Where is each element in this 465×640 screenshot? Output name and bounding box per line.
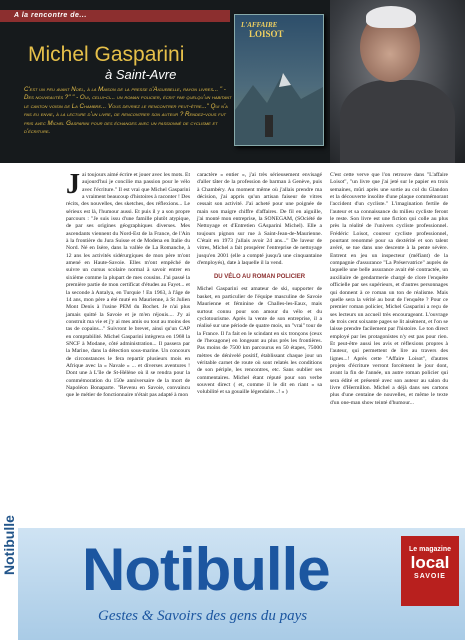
column-2-text-1: caractère « entier », j'ai très sérieusement envisagé d'aller tâter de la profession de barman à Genève, puis à Chambéry. Au moment même où j'allais prendre ma décision, j'ai appris qu'un artisan faiseur de vitres cessait son activité. J'ai acheté pour une poignée de main son maigre chiffre d'affaires. De fil en aiguille, j'ai monté mon entreprise, la SONEGAM, (SOciété de Nettoyage et d'Entretien GAsparini Michel). Elle a toujours pignon sur rue à Saint-Jean-de-Maurienne. C'était en 1973 j'allais avoir 24 ans..." De laveur de vitres, Michel a fait prospérer l'entreprise de nettoyage jusqu'en 2001 (elle a compté jusqu'à une cinquantaine d'employés), date à laquelle il la vend. (197, 172, 322, 267)
section-heading: DU VÉLO AU ROMAN POLICIER (213, 274, 306, 281)
book-mountain-illustration (235, 65, 323, 145)
rubric-label: A la rencontre de... (14, 12, 87, 19)
article-column-2 (197, 172, 322, 397)
badge-line-2: local (410, 553, 450, 572)
column-3-text: C'est cette verve que l'on retrouve dans "L'affaire Loisot", "un livre que j'ai jeté sur le papier en trois semaines, mûri après une sortie au col du Glandon et la découverte insolite d'une plaque commémorant l'accident d'un cycliste." L'imagination fertile de l'auteur et sa connaissance du milieu cycliste feront le reste. Son livre est une fiction qui colle au plus près la réalité de l'univers cycliste professionnel. Frédéric Loisot, coureur cycliste professionnel, pourtant renommé pour sa dextérité et son talent avéré, se tue dans une descente à la pente sévère. Entrent en jeu un inspecteur (méfiant) de la compagnie d'assurance "La Préservatrice" auprès de laquelle une belle assurance avait été contractée, un auxiliaire de gendarmerie chargé de clore l'enquête officielle par ses supérieurs, et d'autres personnages qui donnent à ce roman un ton de réalisme. Mais quelle sera la vérité au bout de l'enquête ? Pour ce premier roman policier, Michel Gasparini a reçu de ses lecteurs un accueil très encourageant. L'ouvrage de trois cent soixante pages se lit aisément, et l'on se laisse prendre facilement par l'histoire. Le ton direct employé par les protagonistes n'y est pas pour rien. Et peut-être aussi les avis et réflexions propres à l'auteur, qui permettent de lire au travers des lignes...! Après cette "Affaire Loisot", d'autres projets d'écriture verront forcément le jour dont, avant la fin de l'année, un autre roman policier qui sera édité et présenté avec son auteur au salon du livre d'Hermillon. Michel a déjà dans ses cartons plus d'une centaine de nouvelles, et même le texte d'un one-man show teinté d'humour... (330, 172, 448, 406)
portrait-body (340, 80, 455, 163)
intro-paragraph (24, 86, 236, 136)
book-title-line1: L'AFFAIRE (241, 21, 278, 29)
book-title-line2: LOISOT (249, 29, 284, 39)
article-column-3 (330, 172, 448, 407)
badge-line-1: Le magazine (408, 546, 451, 553)
author-place: à Saint-Avre (105, 67, 177, 82)
header-band (0, 0, 465, 163)
badge-line-3: SAVOIE (414, 573, 446, 580)
column-2-text-2: Michel Gasparini est amateur de ski, supporter de basket, en particulier de l'équipe masculine de Savoie Maurienne et féminine de Challes-les-Eaux, mais surtout connu pour son amour du vélo et du cyclotourisme. Après la vente de son entreprise, il a réalisé sur une période de quatre mois, un "vrai" tour de la France. Il l'a fait en le scindant en six tronçons (ceux de l'hexagone) en longeant au plus près les frontières. Pas moins de 7500 km parcourus en 50 étapes, 75000 mètres de dénivelé positif, établissant chaque jour un véritable carnet de route où sont relatés les conditions de son périple, les rencontres, etc. Sans oublier ses commentaires. Michel étant réputé pour son verbe souvent direct ( et, comme il le dit en riant « sa volubilité et sa gouaille légendaire...! » ) (197, 286, 322, 396)
magazine-title: Notibulle (82, 536, 330, 603)
intro-text: C'est un peu avant Noël, à la Maison de la presse d'Aiguebelle, rayon livres... " - Des nouveautés ?" " - Oui, celui-ci... un roman policier, écrit par quelqu'un habitant le canton voisin de La Chambre... Vous devriez le rencontrer peut-être..." Qui n'a pas eu envie, à la lecture d'un livre, de rencontrer son auteur ? Rendez-vous fut pris avec Michel Gasparini pour des échanges avec un passionné de cyclisme et d'écriture. (24, 86, 232, 136)
book-cover-image (234, 14, 324, 146)
author-name: Michel Gasparini (28, 43, 185, 66)
local-magazine-badge (401, 536, 459, 606)
author-portrait-image (330, 0, 465, 163)
column-1-text: ai toujours aimé écrire et jouer avec les mots. Et aujourd'hui je concilie ma passion pour le vélo avec l'écriture." Il est vrai que Michel Gasparini a vraiment beaucoup d'histoires à raconter ! Des récits, des nouvelles, des sketches, des réflexions... Le sérieux est là, l'humour aussi. Et puis il y a son propre parcours : "Je suis issu d'une famille plutôt atypique, de par ses origines géographiques diverses. Mes ascendants viennent du Nord-Est de la France, de l'Ain à la frontière du Jura Suisse et de Modena en Italie du Nord. Né en Isère, dans la vallée de La Romanche, à 12 ans les activités sidérurgiques de mon père m'ont amené en Haute-Savoie. Elles m'ont empêché de suivre un cursus scolaire normal à savoir entrer en sixième comme la plupart de mes cousins. J'ai passé la première partie de mon certificat d'études au Fayet... et la seconde à Antalya, en Turquie ! En 1963, à l'âge de 14 ans, mon père a été muté en Maurienne, à St Julien Mont Denis à l'usine PEM du Bochet. Je n'ai plus jamais quitté la Savoie et je m'en réjouis.... J'y ai construit ma vie et j'y ai mes amis ou tout au moins des tas de copains..." Suivront le brevet, ainsi qu'un CAP en comptabilité. Michel Gasparini intègrera en 1968 la SNCF à Modane, côté administration... Il passera par la Marine, dans la détection sous-marine. Un concours de circonstances le fera repartir plusieurs mois en Afrique avec la « Navale » ... et diverses aventures ! Dont une à L'île de St-Hélène où il se rendra pour la commémoration du 150e anniversaire de la mort de Napoléon Bonaparte. "Revenu en Savoie, convaincu que le métier de fonctionnaire n'était pas adapté à mon (66, 172, 190, 399)
footer-banner (18, 528, 465, 640)
rubric-banner (0, 10, 230, 22)
article-column-1 (66, 169, 190, 400)
drop-cap: J (66, 169, 80, 200)
portrait-hair (366, 6, 416, 28)
magazine-tagline: Gestes & Savoirs des gens du pays (98, 608, 308, 624)
side-label: Notibulle (1, 515, 17, 575)
